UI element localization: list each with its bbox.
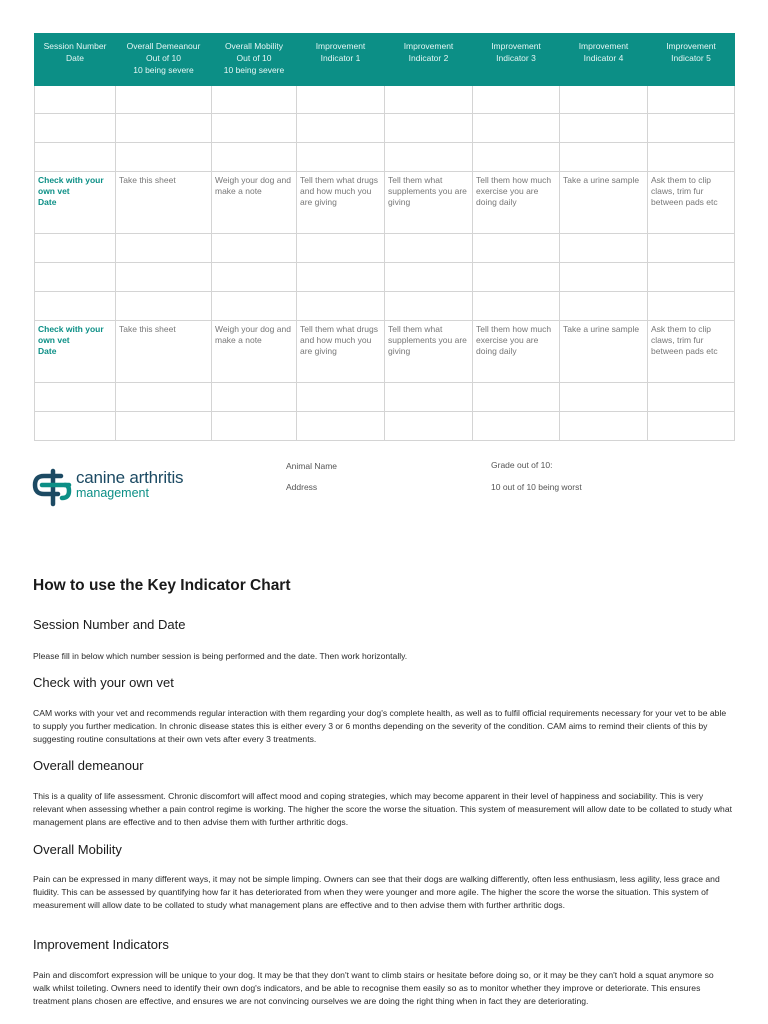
- section-text-demeanour: This is a quality of life assessment. Chronic discomfort will affect mood and coping strategies, which may become apparent in their level of happiness and sociability. This is very relevant when assessing whether a pain control regime is working. The higher the score the worse the situation. This system of measurement will allow date to be collated to study what management plans are effective and to then advise them with further arthritic dogs.: [33, 791, 732, 827]
- table-cell[interactable]: [473, 234, 560, 263]
- table-cell[interactable]: [560, 143, 648, 172]
- grade-label: Grade out of 10:: [491, 460, 553, 470]
- table-cell[interactable]: [116, 412, 212, 441]
- vet-check-cell: Take a urine sample: [560, 172, 648, 234]
- table-row: [35, 412, 735, 441]
- table-cell[interactable]: [473, 292, 560, 321]
- table-cell[interactable]: [297, 86, 385, 114]
- header-overall-mobility: Overall Mobility Out of 10 10 being severe: [212, 34, 297, 86]
- canine-arthritis-logo: [32, 467, 222, 507]
- table-cell[interactable]: [648, 234, 735, 263]
- table-cell[interactable]: [35, 114, 116, 143]
- table-cell[interactable]: [116, 292, 212, 321]
- vet-check-cell: Take this sheet: [116, 321, 212, 383]
- table-row: [35, 292, 735, 321]
- table-cell[interactable]: [297, 383, 385, 412]
- header-indicator-5: Improvement Indicator 5: [648, 34, 735, 86]
- table-cell[interactable]: [560, 114, 648, 143]
- table-cell[interactable]: [212, 412, 297, 441]
- table-cell[interactable]: [560, 234, 648, 263]
- table-cell[interactable]: [116, 263, 212, 292]
- section-heading-vet: Check with your own vet: [33, 675, 174, 690]
- table-cell[interactable]: [648, 263, 735, 292]
- table-cell[interactable]: [297, 263, 385, 292]
- table-cell[interactable]: [648, 383, 735, 412]
- vet-check-label: Check with your own vet Date: [35, 172, 116, 234]
- section-heading-mobility: Overall Mobility: [33, 842, 122, 857]
- table-cell[interactable]: [35, 383, 116, 412]
- table-cell[interactable]: [212, 383, 297, 412]
- table-row: [35, 383, 735, 412]
- table-row: [35, 143, 735, 172]
- vet-check-cell: Tell them how much exercise you are doing daily: [473, 321, 560, 383]
- table-cell[interactable]: [212, 292, 297, 321]
- table-cell[interactable]: [385, 234, 473, 263]
- logo-mark-icon: [32, 467, 72, 507]
- table-cell[interactable]: [35, 412, 116, 441]
- table-cell[interactable]: [297, 143, 385, 172]
- table-header-row: [35, 34, 735, 86]
- table-cell[interactable]: [648, 412, 735, 441]
- vet-check-cell: Ask them to clip claws, trim fur between pads etc: [648, 172, 735, 234]
- table-cell[interactable]: [473, 412, 560, 441]
- logo-wordmark: [76, 469, 183, 500]
- table-cell[interactable]: [648, 86, 735, 114]
- section-text-indicators: Pain and discomfort expression will be unique to your dog. It may be that they don't want to climb stairs or hesitate before doing so, or it may be they can't hold a squat anymore so walk whilst toileting. Owners need to identify their own dog's indicators, and be able to recognise them easily so as to monitor whether they improve or deteriorate. This ensures treatment plans chosen are effective, and ensures we are not convincing ourselves we are doing the right thing when in fact they are deteriorating.: [33, 970, 714, 1006]
- table-cell[interactable]: [648, 143, 735, 172]
- table-cell[interactable]: [35, 143, 116, 172]
- table-cell[interactable]: [560, 263, 648, 292]
- table-row: [35, 263, 735, 292]
- table-cell[interactable]: [297, 412, 385, 441]
- vet-check-cell: Weigh your dog and make a note: [212, 172, 297, 234]
- table-cell[interactable]: [385, 263, 473, 292]
- header-indicator-3: Improvement Indicator 3: [473, 34, 560, 86]
- section-text-session: Please fill in below which number session is being performed and the date. Then work horizontally.: [33, 651, 408, 661]
- table-cell[interactable]: [473, 114, 560, 143]
- table-cell[interactable]: [35, 263, 116, 292]
- vet-check-cell: Tell them what drugs and how much you are giving: [297, 321, 385, 383]
- grade-note: 10 out of 10 being worst: [491, 482, 582, 492]
- header-indicator-4: Improvement Indicator 4: [560, 34, 648, 86]
- table-cell[interactable]: [35, 86, 116, 114]
- key-indicator-table: [34, 33, 735, 441]
- table-cell[interactable]: [560, 292, 648, 321]
- address-label: Address: [286, 482, 318, 492]
- table-cell[interactable]: [116, 114, 212, 143]
- table-cell[interactable]: [212, 143, 297, 172]
- vet-check-cell: Tell them what supplements you are giving: [385, 321, 473, 383]
- vet-check-cell: Tell them how much exercise you are doing daily: [473, 172, 560, 234]
- vet-check-cell: Ask them to clip claws, trim fur between pads etc: [648, 321, 735, 383]
- table-cell[interactable]: [473, 263, 560, 292]
- table-cell[interactable]: [116, 383, 212, 412]
- table-cell[interactable]: [473, 383, 560, 412]
- vet-check-cell: Take a urine sample: [560, 321, 648, 383]
- table-cell[interactable]: [560, 86, 648, 114]
- vet-check-row: [35, 321, 735, 383]
- table-cell[interactable]: [648, 114, 735, 143]
- table-cell[interactable]: [385, 143, 473, 172]
- vet-check-label: Check with your own vet Date: [35, 321, 116, 383]
- vet-check-cell: Tell them what supplements you are giving: [385, 172, 473, 234]
- vet-check-cell: Tell them what drugs and how much you are giving: [297, 172, 385, 234]
- table-cell[interactable]: [385, 86, 473, 114]
- table-cell[interactable]: [35, 234, 116, 263]
- table-cell[interactable]: [297, 292, 385, 321]
- table-cell[interactable]: [297, 114, 385, 143]
- table-row: [35, 234, 735, 263]
- table-cell[interactable]: [385, 412, 473, 441]
- vet-check-cell: Weigh your dog and make a note: [212, 321, 297, 383]
- table-cell[interactable]: [473, 143, 560, 172]
- table-cell[interactable]: [560, 412, 648, 441]
- table-cell[interactable]: [116, 86, 212, 114]
- header-overall-demeanour: Overall Demeanour Out of 10 10 being severe: [116, 34, 212, 86]
- logo-text-secondary: management: [76, 486, 149, 500]
- section-heading-indicators: Improvement Indicators: [33, 937, 169, 952]
- header-session-date: Session Number Date: [35, 34, 116, 86]
- table-cell[interactable]: [116, 143, 212, 172]
- table-cell[interactable]: [212, 263, 297, 292]
- table-cell[interactable]: [116, 234, 212, 263]
- guide-title: How to use the Key Indicator Chart: [33, 577, 291, 594]
- table-cell[interactable]: [35, 292, 116, 321]
- table-cell[interactable]: [212, 234, 297, 263]
- section-heading-session: Session Number and Date: [33, 617, 186, 632]
- table-row: [35, 114, 735, 143]
- vet-check-cell: Take this sheet: [116, 172, 212, 234]
- table-cell[interactable]: [473, 86, 560, 114]
- logo-text-primary: canine arthritis: [76, 468, 184, 487]
- section-text-vet: CAM works with your vet and recommends regular interaction with them regarding your dog's complete health, as well as to fulfil official requirements necessary for your vet to be able to supply you further medication. In chronic disease states this is either every 3 or 6 months depending on the severity of the condition. CAM aims to remind their clients of this by suggesting routine consultations at their own vets after every 3 treatments.: [33, 708, 727, 744]
- header-indicator-1: Improvement Indicator 1: [297, 34, 385, 86]
- table-row: [35, 86, 735, 114]
- table-cell[interactable]: [212, 86, 297, 114]
- section-text-mobility: Pain can be expressed in many different ways, it may not be simple limping. Owners can see that their dogs are walking differently, often less enthusiasm, less agility, less grace and fluidity. This can be assessed by quantifying how far it has deteriorated from when they were younger and more agile. The higher the score the worse the situation. This system of measurement will allow date to be collated to study what management plans are effective and to then advise them with further arthritic dogs.: [33, 874, 720, 910]
- table-cell[interactable]: [648, 292, 735, 321]
- table-cell[interactable]: [385, 383, 473, 412]
- vet-check-row: [35, 172, 735, 234]
- section-heading-demeanour: Overall demeanour: [33, 758, 144, 773]
- table-cell[interactable]: [297, 234, 385, 263]
- table-cell[interactable]: [385, 292, 473, 321]
- table-cell[interactable]: [385, 114, 473, 143]
- animal-name-label: Animal Name: [286, 461, 338, 471]
- header-indicator-2: Improvement Indicator 2: [385, 34, 473, 86]
- table-cell[interactable]: [212, 114, 297, 143]
- table-cell[interactable]: [560, 383, 648, 412]
